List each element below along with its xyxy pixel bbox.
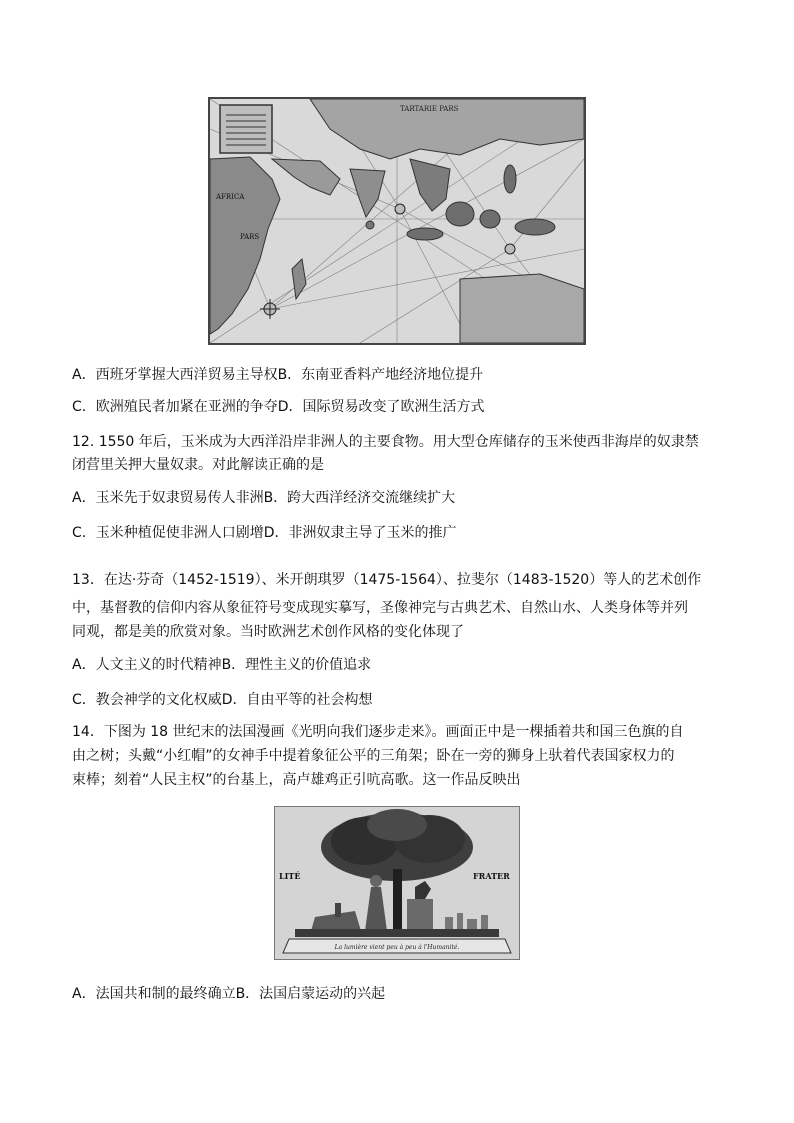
cartoon-banner-text: La lumière vient peu à peu à l'Humanité. xyxy=(334,944,460,951)
q13-stem-line1: 13．在达·芬奇（1452-1519）、米开朗琪罗（1475-1564）、拉斐尔（1483-1520）等人的艺术创作 xyxy=(72,572,702,588)
cartoon-left-word: LITÉ xyxy=(279,871,301,881)
q11-options-line2: C．欧洲殖民者加紧在亚洲的争夺D．国际贸易改变了欧洲生活方式 xyxy=(72,399,485,415)
q11-options-line1: A．西班牙掌握大西洋贸易主导权B．东南亚香料产地经济地位提升 xyxy=(72,367,484,383)
q14-stem-line1: 14．下图为 18 世纪末的法国漫画《光明向我们逐步走来》。画面正中是一棵插着共和国三色旗的自 xyxy=(72,724,684,740)
old-map-image xyxy=(208,97,586,345)
q12-options-line1: A．玉米先于奴隶贸易传人非洲B．跨大西洋经济交流继续扩大 xyxy=(72,490,456,506)
cartoon-drawing xyxy=(275,807,519,959)
q13-stem-line3: 同观，都是美的欣赏对象。当时欧洲艺术创作风格的变化体现了 xyxy=(72,624,464,640)
map-left-label-2: PARS xyxy=(240,233,260,241)
q12-stem-line2: 闭营里关押大量奴隶。对此解读正确的是 xyxy=(72,457,324,473)
cartoon-right-word: FRATER xyxy=(473,871,510,881)
q14-stem-line2: 由之树；头戴“小红帽”的女神手中提着象征公平的三角架；卧在一旁的狮身上驮着代表国家权力的 xyxy=(72,748,675,764)
q14-stem-line3: 束棒；刻着“人民主权”的台基上，高卢雄鸡正引吭高歌。这一作品反映出 xyxy=(72,772,521,788)
q13-options-line2: C．教会神学的文化权威D．自由平等的社会构想 xyxy=(72,692,373,708)
french-cartoon-image xyxy=(274,806,520,960)
q12-options-line2: C．玉米种植促使非洲人口剧增D．非洲奴隶主导了玉米的推广 xyxy=(72,525,457,541)
q14-options-line1: A．法国共和制的最终确立B．法国启蒙运动的兴起 xyxy=(72,986,386,1002)
q13-stem-line2: 中，基督教的信仰内容从象征符号变成现实摹写，圣像神完与古典艺术、自然山水、人类身体等并列 xyxy=(72,600,688,616)
map-drawing xyxy=(210,99,584,343)
q13-options-line1: A．人文主义的时代精神B．理性主义的价值追求 xyxy=(72,657,372,673)
q12-stem-line1: 12. 1550 年后，玉米成为大西洋沿岸非洲人的主要食物。用大型仓库储存的玉米使西非海岸的奴隶禁 xyxy=(72,434,699,450)
map-top-label: TARTARIE PARS xyxy=(400,105,459,113)
map-left-label-1: AFRICA xyxy=(216,193,245,201)
